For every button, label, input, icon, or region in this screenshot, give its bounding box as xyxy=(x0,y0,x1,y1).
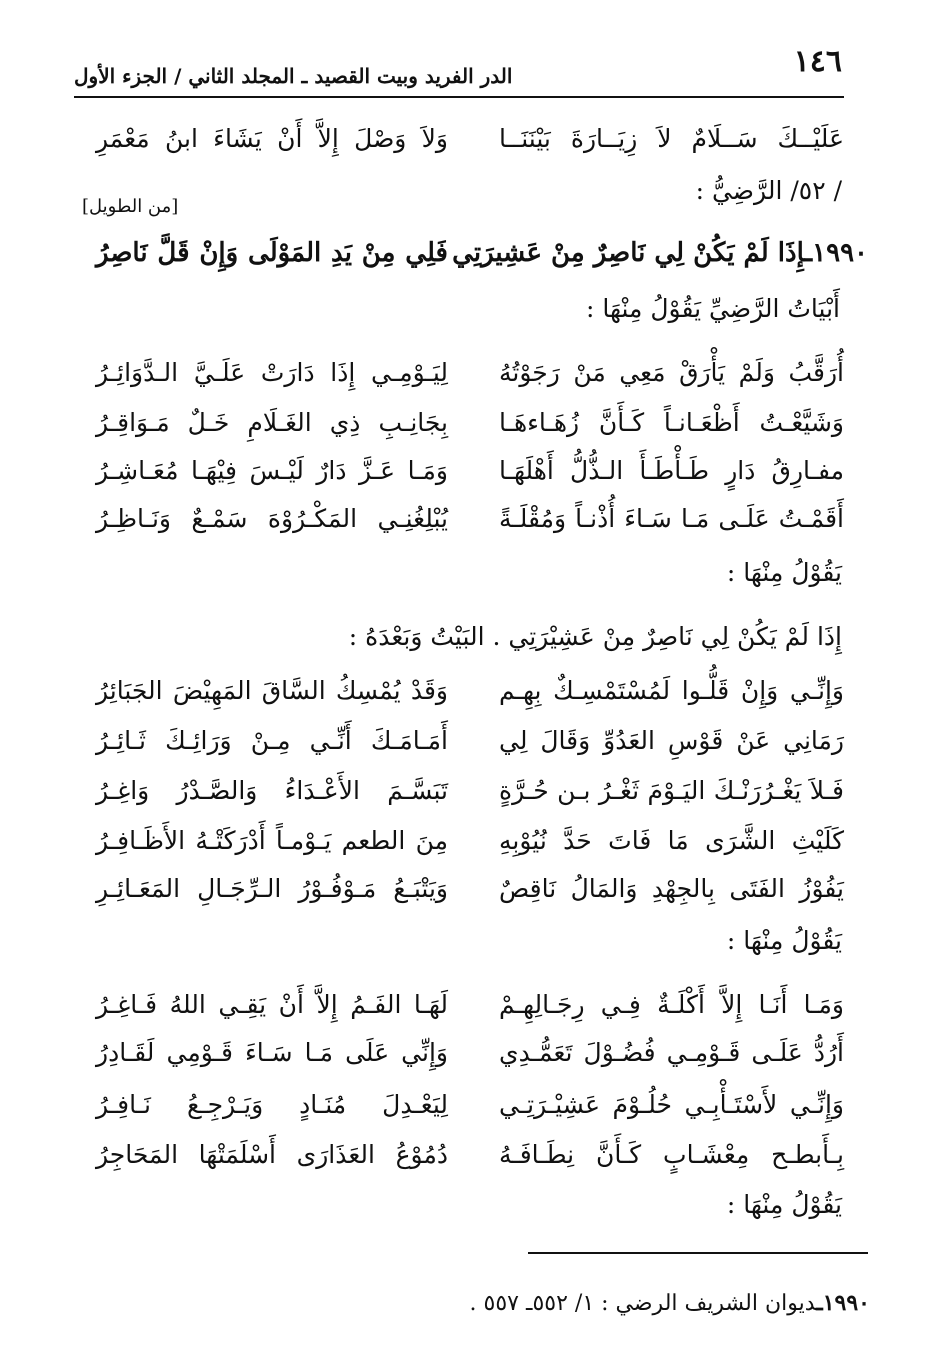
running-title: الدر الفريد وبيت القصيد ـ المجلد الثاني / الجزء الأول xyxy=(74,64,513,88)
verse-row xyxy=(96,726,844,770)
intro-text: يَقُوْلُ مِنْهَا : xyxy=(726,558,842,587)
verse-first-hemistich: مفـارِقُ دَارٍ طَـأْطَـأَ الـذُّلُّ أَهْلَهَـا xyxy=(499,456,844,485)
verse-row xyxy=(96,990,844,1034)
verse-first-hemistich: بِـأَبطـح مِعْشَـابٍ كَـأَنَّ نِطَـافَـهُ xyxy=(499,1140,844,1169)
verse-number: ١٩٩٠ـ xyxy=(804,238,868,268)
footnote-text: ديوان الشريف الرضي : ١/ ٥٥٢ـ ٥٥٧ . xyxy=(469,1291,817,1316)
verse-second-hemistich: وَقَدْ يُمْسِكُ السَّاقَ المَهِيْضَ الجَبَائِرُ xyxy=(96,676,448,705)
verse-second-hemistich: أَمَـامَـكَ أَنِّـي مِـنْ وَرَائِـكَ ثَـائِـرُ xyxy=(96,726,448,755)
intro-text: يَقُوْلُ مِنْهَا : xyxy=(726,926,842,955)
verse-row xyxy=(96,408,844,452)
verse-first-hemistich: يَفُوْزُ الفَتَى بِالجِهْدِ وَالمَالُ نَاقِصٌ xyxy=(499,874,844,903)
header-rule xyxy=(74,96,844,98)
main-verse-first-hemistich xyxy=(452,238,868,268)
verse-first-hemistich: وَمَـا أَنَـا إِلاَّ أَكْلَـةٌ فِـي رِجَـالِهِـمْ xyxy=(499,990,844,1019)
verse-row xyxy=(96,1090,844,1134)
verse-second-hemistich: وَلاَ وَصْلَ إِلاَّ أَنْ يَشَاءَ ابنُ مَعْمَرِ xyxy=(96,124,448,153)
verse-second-hemistich: دُمُوْعُ العَذَارَى أَسْلَمَتْهَا المَحَاجِرُ xyxy=(96,1140,448,1169)
intro-text: أَبْيَاتُ الرَّضِيِّ يَقُوْلُ مِنْهَا : xyxy=(586,294,840,323)
verse-second-hemistich: بِجَانِـبِ ذِي الغَـلَامِ خَـلٌ مَـوَاقِـرُ xyxy=(96,408,448,437)
verse-second-hemistich: وَإِنِّي عَلَى مَـا سَـاءَ قَـوْمِي لَقَـادِرُ xyxy=(96,1038,448,1067)
verse-first-hemistich: وَإِنِّـي لأَسْتَـأْبِـي حُلُـوْمَ عَشِيْـرَتِـي xyxy=(499,1090,844,1119)
verse-first-hemistich: أَقَمْـتُ عَلَـى مَـا سَـاءَ أُذْنـاً وَمُقْلَـةً xyxy=(499,504,844,533)
verse-second-hemistich: تَبَسَّـمَ الأَعْـدَاءُ وَالصَّـدْرُ وَاغِـرُ xyxy=(96,776,448,805)
verse-first-hemistich: عَلَيْــكَ سَــلَامٌ لاَ زِيَــارَةَ بَيْنَنَــا xyxy=(499,124,844,153)
verse-row xyxy=(96,358,844,402)
verse-first-hemistich: كَلَيْثِ الشَّرَى مَا فَاتَ حَدَّ نُيُوْبِهِ xyxy=(499,826,844,855)
verse-row xyxy=(96,456,844,500)
intro-text: إِذَا لَمْ يَكُنْ لِي نَاصِرٌ مِنْ عَشِيْرَتِي . البَيْتُ وَبَعْدَهُ : xyxy=(348,622,842,651)
verse-first-hemistich: رَمَانِي عَنْ قَوْسِ العَدُوِّ وَقَالَ لِي xyxy=(499,726,844,755)
verse-second-hemistich: يُبْلِغُنِـي المَكْـرُوْهَ سَمْـعٌ وَنَـاظِـرُ xyxy=(96,504,448,533)
verse-second-hemistich: لِيَعْـدِلَ مُنَـادٍ وَيَـرْجِـعُ نَـافِـرُ xyxy=(96,1090,448,1119)
main-verse-row xyxy=(96,238,868,282)
section-label: / ٥٢/ الرَّضِيُّ : xyxy=(695,176,842,205)
main-verse-second-hemistich: فَلِي مِنْ يَدِ المَوْلَى وَإِنْ قَلَّ نَاصِرُ xyxy=(96,238,448,268)
verse-second-hemistich: وَيَتْبَـعُ مَـوْفُـوْرُ الـرِّجَـالِ المَعَـائِـرِ xyxy=(96,874,448,903)
verse-first-hemistich: أَرُدُّ عَلَـى قَـوْمِـي فُضُـوْلَ تَعَمُّـدِي xyxy=(499,1038,844,1067)
verse-row xyxy=(96,776,844,820)
footnote-number: ١٩٩٠ـ xyxy=(816,1290,870,1316)
verse-row xyxy=(96,1038,844,1082)
page-number: ١٤٦ xyxy=(793,44,842,79)
verse-row xyxy=(96,676,844,720)
verse-row xyxy=(96,826,844,870)
verse-row xyxy=(96,504,844,548)
verse-first-hemistich: فَـلاَ يَغْـرُرَنْـكَ اليَـوْمَ ثَغْـرُ بـن حُـرَّةٍ xyxy=(499,776,844,805)
verse-first-hemistich: أُرَقَّبُ وَلَمْ يَأْرَقْ مَعِي مَنْ رَجَوْتُهُ xyxy=(499,358,844,387)
verse-second-hemistich: لَهَـا الفَـمُ إِلاَّ أَنْ يَقِـي اللهُ فَـاغِـرُ xyxy=(96,990,448,1019)
meter-label: [من الطويل] xyxy=(82,196,179,217)
verse-first-hemistich: وَإِنِّـي وَإِنْ قَلُّـوا لَمُسْتَمْسِـكٌ بِهِـم xyxy=(499,676,844,705)
footnote xyxy=(470,1290,870,1316)
verse-row xyxy=(96,874,844,918)
verse-row xyxy=(96,1140,844,1184)
verse-second-hemistich: وَمَـا عَـزَّ دَارٌ لَيْـسَ فِيْهَـا مُعَـاشِـرُ xyxy=(96,456,448,485)
main-verse-first-text: إِذَا لَمْ يَكُنْ لِي نَاصِرٌ مِنْ عَشِيرَتِي xyxy=(452,238,805,268)
footnote-rule xyxy=(528,1252,868,1254)
verse-second-hemistich: لِيَـوْمِـي إِذَا دَارَتْ عَلَـيَّ الـدَّوَائِـرُ xyxy=(96,358,448,387)
verse-first-hemistich: وَشَيَّعْـتُ أَظْعَـانـاً كَـأَنَّ زُهَـاءهَـا xyxy=(499,408,844,437)
verse-row xyxy=(96,124,844,168)
intro-text: يَقُوْلُ مِنْهَا : xyxy=(726,1190,842,1219)
verse-second-hemistich: مِنَ الطعم يَـوْمـاً أَدْرَكَتْـهُ الأَظَـافِـرُ xyxy=(96,826,448,855)
